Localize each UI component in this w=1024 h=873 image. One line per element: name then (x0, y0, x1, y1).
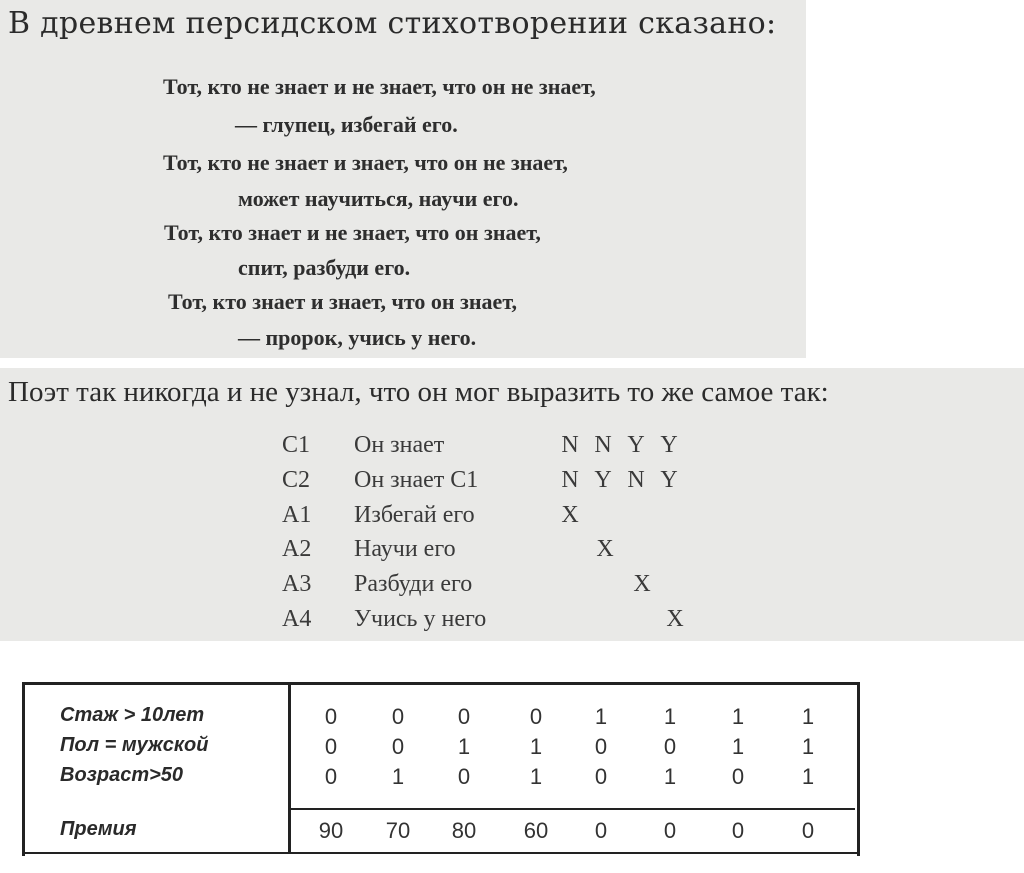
condition-value: 1 (801, 734, 815, 759)
truth-table-divider (288, 682, 291, 853)
row-value: X (561, 502, 579, 528)
condition-value: 0 (457, 764, 471, 789)
result-value: 90 (318, 818, 344, 843)
row-code: A4 (282, 606, 312, 632)
row-value: X (633, 571, 651, 597)
condition-label: Возраст>50 (60, 764, 184, 786)
row-label: Избегай его (354, 502, 475, 528)
decision-intro: Поэт так никогда и не узнал, что он мог выразить то же самое так: (8, 376, 829, 408)
decision-panel (0, 368, 1024, 641)
truth-table-divider (288, 808, 855, 810)
result-value: 80 (451, 818, 477, 843)
poem-panel (0, 0, 806, 358)
condition-value: 1 (594, 704, 608, 729)
condition-value: 0 (594, 764, 608, 789)
poem-line: Тот, кто не знает и знает, что он не знает, (163, 150, 568, 175)
truth-table-divider (22, 852, 857, 854)
result-value: 0 (731, 818, 745, 843)
condition-value: 0 (391, 734, 405, 759)
condition-value: 0 (457, 704, 471, 729)
condition-value: 1 (731, 734, 745, 759)
row-code: A1 (282, 502, 312, 528)
row-value: X (666, 606, 684, 632)
poem-line: Тот, кто знает и знает, что он знает, (168, 289, 517, 314)
poem-line: Тот, кто не знает и не знает, что он не знает, (163, 74, 596, 99)
row-value: X (596, 536, 614, 562)
condition-value: 0 (324, 734, 338, 759)
condition-value: 1 (663, 764, 677, 789)
row-label: Научи его (354, 536, 456, 562)
result-label: Премия (60, 818, 137, 840)
condition-value: 0 (324, 704, 338, 729)
result-value: 0 (594, 818, 608, 843)
condition-value: 1 (457, 734, 471, 759)
poem-line: спит, разбуди его. (238, 255, 411, 280)
row-value: N (594, 432, 612, 458)
condition-label: Стаж > 10лет (60, 704, 205, 726)
row-label: Он знает C1 (354, 467, 479, 493)
result-value: 70 (385, 818, 411, 843)
condition-value: 0 (594, 734, 608, 759)
condition-value: 1 (663, 704, 677, 729)
condition-value: 1 (529, 734, 543, 759)
row-code: C1 (282, 432, 311, 458)
condition-value: 0 (391, 704, 405, 729)
condition-value: 1 (731, 704, 745, 729)
condition-value: 0 (663, 734, 677, 759)
row-label: Учись у него (354, 606, 487, 632)
row-value: N (561, 432, 579, 458)
condition-value: 1 (801, 704, 815, 729)
result-value: 0 (663, 818, 677, 843)
condition-value: 0 (529, 704, 543, 729)
row-value: Y (660, 432, 678, 458)
row-value: Y (627, 432, 645, 458)
poem-line: Тот, кто знает и не знает, что он знает, (164, 220, 541, 245)
poem-line: — пророк, учись у него. (238, 325, 477, 350)
condition-label: Пол = мужской (60, 734, 209, 756)
result-value: 60 (523, 818, 549, 843)
row-value: Y (594, 467, 612, 493)
poem-intro: В древнем персидском стихотворении сказано: (8, 6, 777, 41)
row-label: Он знает (354, 432, 445, 458)
result-value: 0 (801, 818, 815, 843)
condition-value: 0 (731, 764, 745, 789)
row-code: A3 (282, 571, 312, 597)
row-value: N (627, 467, 645, 493)
truth-table (0, 660, 873, 873)
condition-value: 0 (324, 764, 338, 789)
condition-value: 1 (801, 764, 815, 789)
poem-line: может научиться, научи его. (238, 186, 519, 211)
condition-value: 1 (391, 764, 405, 789)
row-code: A2 (282, 536, 312, 562)
row-code: C2 (282, 467, 311, 493)
row-value: Y (660, 467, 678, 493)
condition-value: 1 (529, 764, 543, 789)
row-value: N (561, 467, 579, 493)
row-label: Разбуди его (354, 571, 473, 597)
poem-line: — глупец, избегай его. (235, 112, 458, 137)
